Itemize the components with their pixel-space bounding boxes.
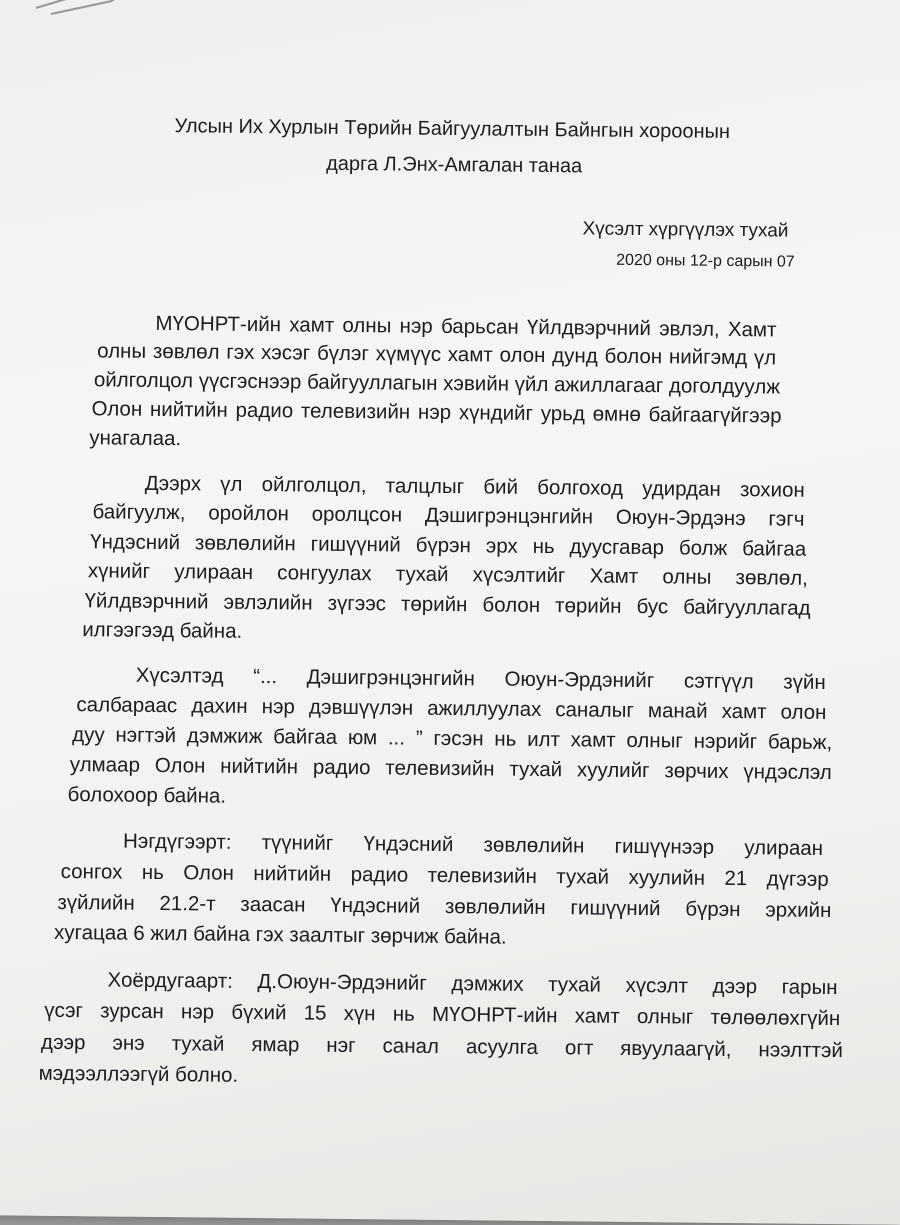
paragraph-line: унагалаа. xyxy=(89,426,182,451)
paragraph-line: Олон нийтийн радио телевизийн нэр хүндийг урьд өмнө байгаагүйгээр xyxy=(91,397,782,428)
paragraph-line: хугацаа 6 жил байна гэх заалтыг зөрчиж байна. xyxy=(53,920,507,949)
paragraph-line: салбараас дахин нэр дэвшүүлэн ажиллуулах саналыг манай хамт олон xyxy=(76,693,827,724)
paragraph-line: Хоёрдугаарт: Д.Оюун-Эрдэнийг дэмжих тухай хүсэлт дээр гарын xyxy=(107,968,838,1000)
paragraph-line: Үндэсний зөвлөлийн гишүүний бүрэн эрх нь дуусгавар болж байгаа xyxy=(90,530,807,561)
subject-line: Хүсэлт хүргүүлэх тухай xyxy=(582,218,789,242)
paragraph-line: олны зөвлөл гэх хэсэг бүлэг хүмүүс хамт олон дунд болон нийгэмд үл xyxy=(97,339,777,370)
paragraph-line: үсэг зурсан нэр бүхий 15 хүн нь МҮОНРТ-ийн хамт олныг төлөөлөхгүйн xyxy=(44,998,841,1031)
paragraph-line: улмаар Олон нийтийн радио телевизийн тухай хуулийг зөрчих үндэслэл xyxy=(69,753,832,785)
paragraph-line: ойлголцол үүсгэснээр байгууллагын хэвийн үйл ажиллагааг доголдуулж xyxy=(93,368,781,399)
paragraph-line: дуу нэгтэй дэмжиж байгаа юм ... ” гэсэн нь илт хамт олныг нэрийг барьж, xyxy=(72,723,833,755)
paragraph-line: байгуулж, оройлон оролцсон Дэшигрэнцэнгийн Оюун-Эрдэнэ гэгч xyxy=(92,500,805,531)
paragraph-line: зүйлийн 21.2-т заасан Үндэсний зөвлөлийн гишүүний бүрэн эрхийн xyxy=(57,890,832,923)
addressee-line-1: Улсын Их Хурлын Төрийн Байгуулалтын Байнгын хороонын xyxy=(174,115,731,143)
paragraph-line: Хүсэлтэд “... Дэшигрэнцэнгийн Оюун-Эрдэнийг сэтгүүл зүйн xyxy=(135,663,826,694)
paragraph-line: Дээрх үл ойлголцол, талцлыг бий болгоход удирдан зохион xyxy=(144,471,805,502)
paragraph-line: Үйлдвэрчний эвлэлийн зүгээс төрийн болон төрийн бус байгууллагад xyxy=(84,589,811,620)
letter-date: 2020 оны 12-р сарын 07 xyxy=(616,251,795,271)
paragraph-line: дээр энэ тухай ямар нэг санал асуулга огт явуулаагүй, нээлттэй xyxy=(40,1030,844,1063)
paragraph-line: сонгох нь Олон нийтийн радио телевизийн тухай хуулийн 21 дүгээр xyxy=(60,859,829,892)
paragraph-line: хүнийг улираан сонгуулах тухай хүсэлтийг Хамт олны зөвлөл, xyxy=(87,559,808,590)
addressee-line-2: дарга Л.Энх-Амгалан танаа xyxy=(326,152,583,178)
paragraph-line: Нэгдүгээрт: түүнийг Үндэсний зөвлөлийн гишүүнээр улираан xyxy=(122,829,824,860)
paper-clip-icon xyxy=(32,0,132,17)
paragraph-line: илгээгээд байна. xyxy=(82,618,243,643)
paragraph-line: МҮОНРТ-ийн хамт олны нэр барьсан Үйлдвэрчний эвлэл, Хамт xyxy=(155,311,777,342)
paragraph-line: болохоор байна. xyxy=(67,783,227,808)
paragraph-line: мэдээллээгүй болно. xyxy=(38,1061,239,1087)
